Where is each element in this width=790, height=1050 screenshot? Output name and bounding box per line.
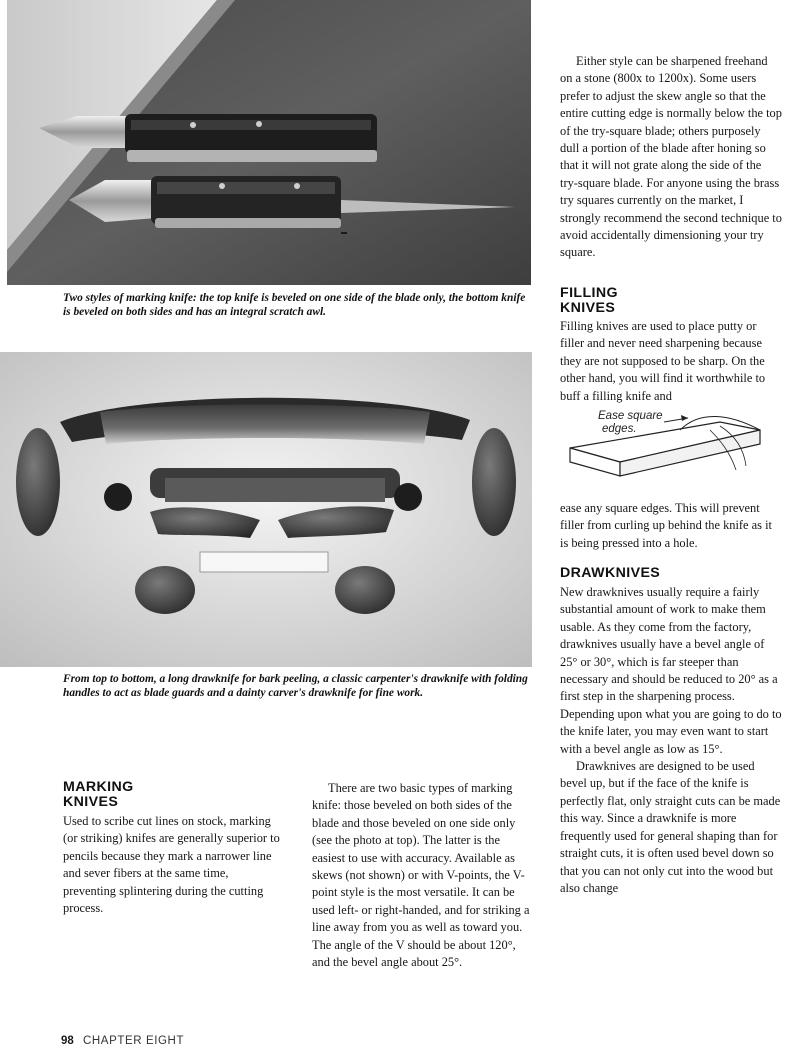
marking-knives-paragraph-2: There are two basic types of marking knife: those beveled on both sides of the blade and those beveled on one side only (see the photo at top). The latter is the easiest to use with accuracy. Available as skews (not shown) or with V-points, the V-point style is the most versatile. It can be used left- or right-handed, and for striking a line away from you as well as toward you. The angle of the V should be about 120°, and the bevel angle about 25°. [312,781,530,970]
filling-knives-paragraph-1: Filling knives are used to place putty or filler and never need sharpening because they are not supposed to be sharp. On the other hand, you will find it worthwhile to buff a filling knife and [560,319,766,403]
marking-knives-caption: Two styles of marking knife: the top knife is beveled on one side of the blade only, the bottom knife is beveled on both sides and has an integral scratch awl. [63,292,526,319]
ease-square-edges-diagram [560,400,782,498]
filling-knives-heading [560,286,782,316]
filling-knives-section [560,286,782,405]
drawknives-illustration [0,352,532,667]
marking-knives-heading-line1: MARKING [63,779,134,795]
drawknives-paragraph-1: New drawknives usually require a fairly substantial amount of work to make them usable. As they come from the factory, drawknives usually have a bevel angle of 25° or 30°, which is far steeper than necessary and should be reduced to 20° as a first step in the sharpening process. Depending upon what you are going to do to the knife later, you may even want to start with a bevel angle as low as 15°. [560,585,782,756]
drawknives-caption: From top to bottom, a long drawknife for bark peeling, a classic carpenter's drawknife with folding handles to act as blade guards and a dainty carver's drawknife for fine work. [63,673,528,700]
marking-knives-paragraph-1: Used to scribe cut lines on stock, marking (or striking) knifes are generally superior to pencils because they mark a narrower line and sever fibers at the same time, preventing splintering during the cutting process. [63,814,280,916]
ease-square-edges-label-line2: edges. [602,423,637,435]
filling-knives-heading-line1: FILLING [560,285,618,301]
marking-knives-section [63,780,283,917]
marking-knives-heading [63,780,283,810]
filling-knives-continued [560,500,782,552]
filling-knife-drawing [560,400,782,498]
drawknives-section [560,566,782,897]
middle-column [312,780,532,971]
marking-knives-illustration [7,0,531,285]
page-footer [61,1035,184,1047]
drawknives-photo [0,352,532,667]
drawknives-heading: DRAWKNIVES [560,565,661,581]
ease-square-edges-label-line1: Ease square [598,410,663,422]
drawknives-paragraph-2: Drawknives are designed to be used bevel up, but if the face of the knife is perfectly flat, only straight cuts can be made this way. Since a drawknife is more frequently used for general shaping than for straight cuts, it is often used bevel down so that you can not only cut into the wood but also change [560,759,781,895]
ease-square-edges-label [598,410,663,436]
page-number: 98 [61,1035,74,1047]
chapter-label: CHAPTER EIGHT [83,1035,185,1047]
marking-knives-paragraph-3: Either style can be sharpened freehand on a stone (800x to 1200x). Some users prefer to adjust the skew angle so that the entire cutting edge is normally below the top of the try-square blade; others purposely dull a portion of the blade after honing so that it will not grate along the side of the try-square blade. For anyone using the brass try squares currently on the market, I strongly recommend the second technique to avoid accidentally dimensioning your try square. [560,54,782,260]
marking-knives-photo [7,0,531,285]
filling-knives-heading-line2: KNIVES [560,300,616,316]
right-column-top [560,53,782,262]
marking-knives-heading-line2: KNIVES [63,794,119,810]
filling-knives-paragraph-2: ease any square edges. This will prevent filler from curling up behind the knife as it is being pressed into a hole. [560,501,772,550]
